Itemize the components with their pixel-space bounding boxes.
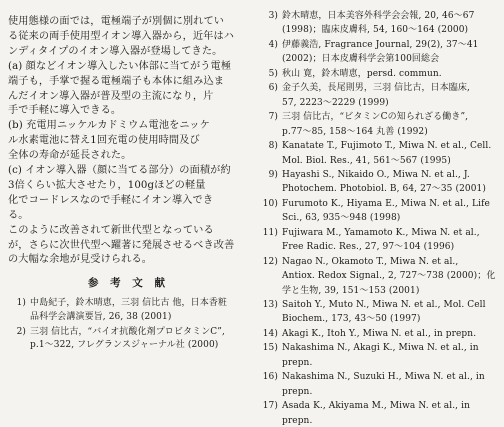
- reference-line: [256, 299, 486, 311]
- reference-number: 15): [262, 343, 278, 354]
- reference-number: 17): [262, 401, 278, 412]
- reference-text: Fujiwara M., Yamamoto K., Miwa N. et al.,: [282, 227, 480, 238]
- reference-line: [256, 357, 312, 369]
- reference-text: Nagao N., Okamoto T., Miwa N. et al.,: [282, 256, 459, 267]
- reference-text: 鈴木晴恵，日本美容外科学会会報, 20, 46～67: [282, 11, 475, 21]
- reference-line: [4, 311, 171, 323]
- reference-line: [4, 339, 218, 351]
- reference-text: 学と生物, 39, 151～153 (2001): [282, 285, 420, 296]
- reference-line: [256, 111, 468, 123]
- reference-line: [4, 297, 227, 309]
- reference-line: [256, 285, 419, 297]
- reference-line: [256, 371, 485, 383]
- reference-line: [256, 53, 439, 65]
- reference-number: 11): [262, 227, 278, 238]
- body-line: 手で手軽に導入できる。: [8, 105, 122, 117]
- reference-line: [256, 155, 451, 167]
- body-line: 3倍くらい拡大させたり，100gほどの軽量: [8, 179, 206, 191]
- body-line: (c) イオン導入器（顔に当てる部分）の面積が約: [8, 165, 231, 176]
- reference-text: 三羽 信比古，“ビタミンCの知られざる働き”,: [282, 112, 469, 123]
- reference-line: [256, 227, 480, 239]
- reference-text: 中島紀子，鈴木晴恵，三羽 信比古 他，日本香粧: [30, 298, 228, 309]
- reference-line: [4, 326, 225, 338]
- reference-number: 2): [16, 326, 26, 337]
- reference-line: [256, 183, 486, 195]
- reference-text: prepn.: [282, 415, 313, 426]
- body-line: 全体の寿命が延長された。: [8, 150, 132, 162]
- body-line: このように改善されて新世代型となっている: [8, 224, 214, 236]
- body-line: んだイオン導入器が普及型の主流になり，片: [8, 90, 214, 102]
- reference-number: 12): [262, 256, 278, 267]
- reference-line: [256, 328, 476, 340]
- reference-text: prepn.: [282, 386, 313, 397]
- reference-text: (1998)；臨床皮膚科, 54, 160～164 (2000): [282, 25, 469, 36]
- reference-line: [256, 212, 400, 224]
- reference-number: 10): [262, 198, 278, 209]
- reference-text: p.1～322, フレグランスジャーナル社 (2000): [30, 340, 219, 351]
- body-line: 端子も，手掌で握る電極端子も本体に組み込ま: [8, 75, 225, 87]
- reference-text: 秋山 寛，鈴木晴恵，persd. commun.: [282, 68, 442, 79]
- reference-line: [256, 313, 420, 325]
- body-line: の大幅な余地が見受けられる。: [8, 254, 153, 266]
- reference-number: 1): [16, 298, 26, 309]
- reference-text: 品科学会講演要旨, 26, 38 (2001): [30, 311, 172, 322]
- reference-text: 伊藤義浩, Fragrance Journal, 29(2), 37～41: [282, 39, 479, 50]
- reference-text: Sci., 63, 935～948 (1998): [282, 213, 401, 224]
- body-line: 化でコードレスなので手軽にイオン導入でき: [8, 194, 214, 206]
- reference-text: Hayashi S., Nikaido O., Miwa N. et al., J.: [282, 169, 470, 180]
- reference-text: Furumoto K., Hiyama E., Miwa N. et al., Life: [282, 198, 490, 209]
- reference-text: Kanatate T., Fujimoto T., Miwa N. et al., Cell.: [282, 141, 492, 152]
- reference-number: 8): [268, 141, 278, 152]
- reference-number: 3): [268, 11, 278, 21]
- reference-text: 金子久美，長尾則男，三羽 信比古，日本臨床,: [282, 83, 470, 94]
- body-line: ンディタイプのイオン導入器が登場してきた。: [8, 45, 223, 57]
- reference-line: [256, 82, 470, 94]
- reference-text: Asada K., Akiyama M., Miwa N. et al., in: [282, 401, 470, 412]
- references-heading: 参 考 文 献: [88, 277, 169, 290]
- reference-text: Antiox. Redox Signal., 2, 727～738 (2000)；化: [282, 271, 496, 282]
- reference-line: [256, 169, 470, 181]
- reference-line: [256, 342, 479, 354]
- reference-text: 三羽 信比古，“バイオ抗酸化剤プロビタミンC”,: [30, 326, 225, 337]
- reference-line: [256, 256, 458, 268]
- reference-text: Photochem. Photobiol. B, 64, 27～35 (2001): [282, 184, 486, 195]
- reference-text: (2002)；日本皮膚科学会第100回総会: [282, 54, 440, 65]
- reference-line: [256, 415, 312, 427]
- reference-line: [256, 270, 495, 282]
- reference-text: Nakashima N., Akagi K., Miwa N. et al., in: [282, 343, 479, 354]
- reference-number: 4): [268, 39, 278, 50]
- reference-line: [256, 386, 312, 398]
- reference-line: [256, 198, 490, 210]
- reference-line: [256, 97, 389, 109]
- body-line: る。: [8, 209, 29, 221]
- reference-text: 57, 2223～2229 (1999): [282, 97, 389, 108]
- body-line: る従来の両手使用型イオン導入器から，近年はハ: [8, 30, 235, 42]
- reference-line: [256, 39, 479, 51]
- reference-text: prepn.: [282, 357, 313, 368]
- body-line: (b) 充電用ニッケルカドミウム電池をニッケ: [8, 120, 210, 132]
- reference-line: [256, 140, 491, 152]
- reference-text: p.77～85, 158～164 丸善 (1992): [282, 126, 428, 137]
- reference-text: Free Radic. Res., 27, 97～104 (1996): [282, 242, 455, 253]
- reference-number: 5): [268, 68, 278, 79]
- reference-text: Mol. Biol. Res., 41, 561～567 (1995): [282, 155, 451, 166]
- reference-text: Saitoh Y., Muto N., Miwa N. et al., Mol. Cell: [282, 300, 486, 310]
- reference-number: 9): [268, 169, 278, 180]
- body-line: が，さらに次世代型へ躍著に発展させるべき改善: [8, 239, 235, 251]
- reference-text: Akagi K., Itoh Y., Miwa N. et al., in prepn.: [282, 328, 477, 339]
- reference-number: 16): [262, 372, 278, 383]
- body-line: 使用態様の面では，電極端子が別個に別れてい: [8, 16, 225, 27]
- reference-number: 7): [268, 112, 278, 123]
- reference-line: [256, 126, 428, 138]
- body-line: ル水素電池に替え1回充電の使用時間及び: [8, 135, 200, 147]
- reference-number: 6): [268, 83, 278, 94]
- reference-number: 14): [262, 328, 278, 339]
- body-line: (a) 顔などイオン導入したい体部に当てがう電極: [8, 60, 232, 72]
- reference-line: [256, 241, 454, 253]
- reference-line: [256, 24, 468, 36]
- reference-number: 13): [262, 300, 278, 310]
- reference-text: Biochem., 173, 43～50 (1997): [282, 314, 421, 325]
- reference-text: Nakashima N., Suzuki H., Miwa N. et al., in: [282, 372, 485, 383]
- reference-line: [256, 400, 470, 412]
- reference-line: [256, 68, 442, 80]
- reference-line: [256, 10, 474, 22]
